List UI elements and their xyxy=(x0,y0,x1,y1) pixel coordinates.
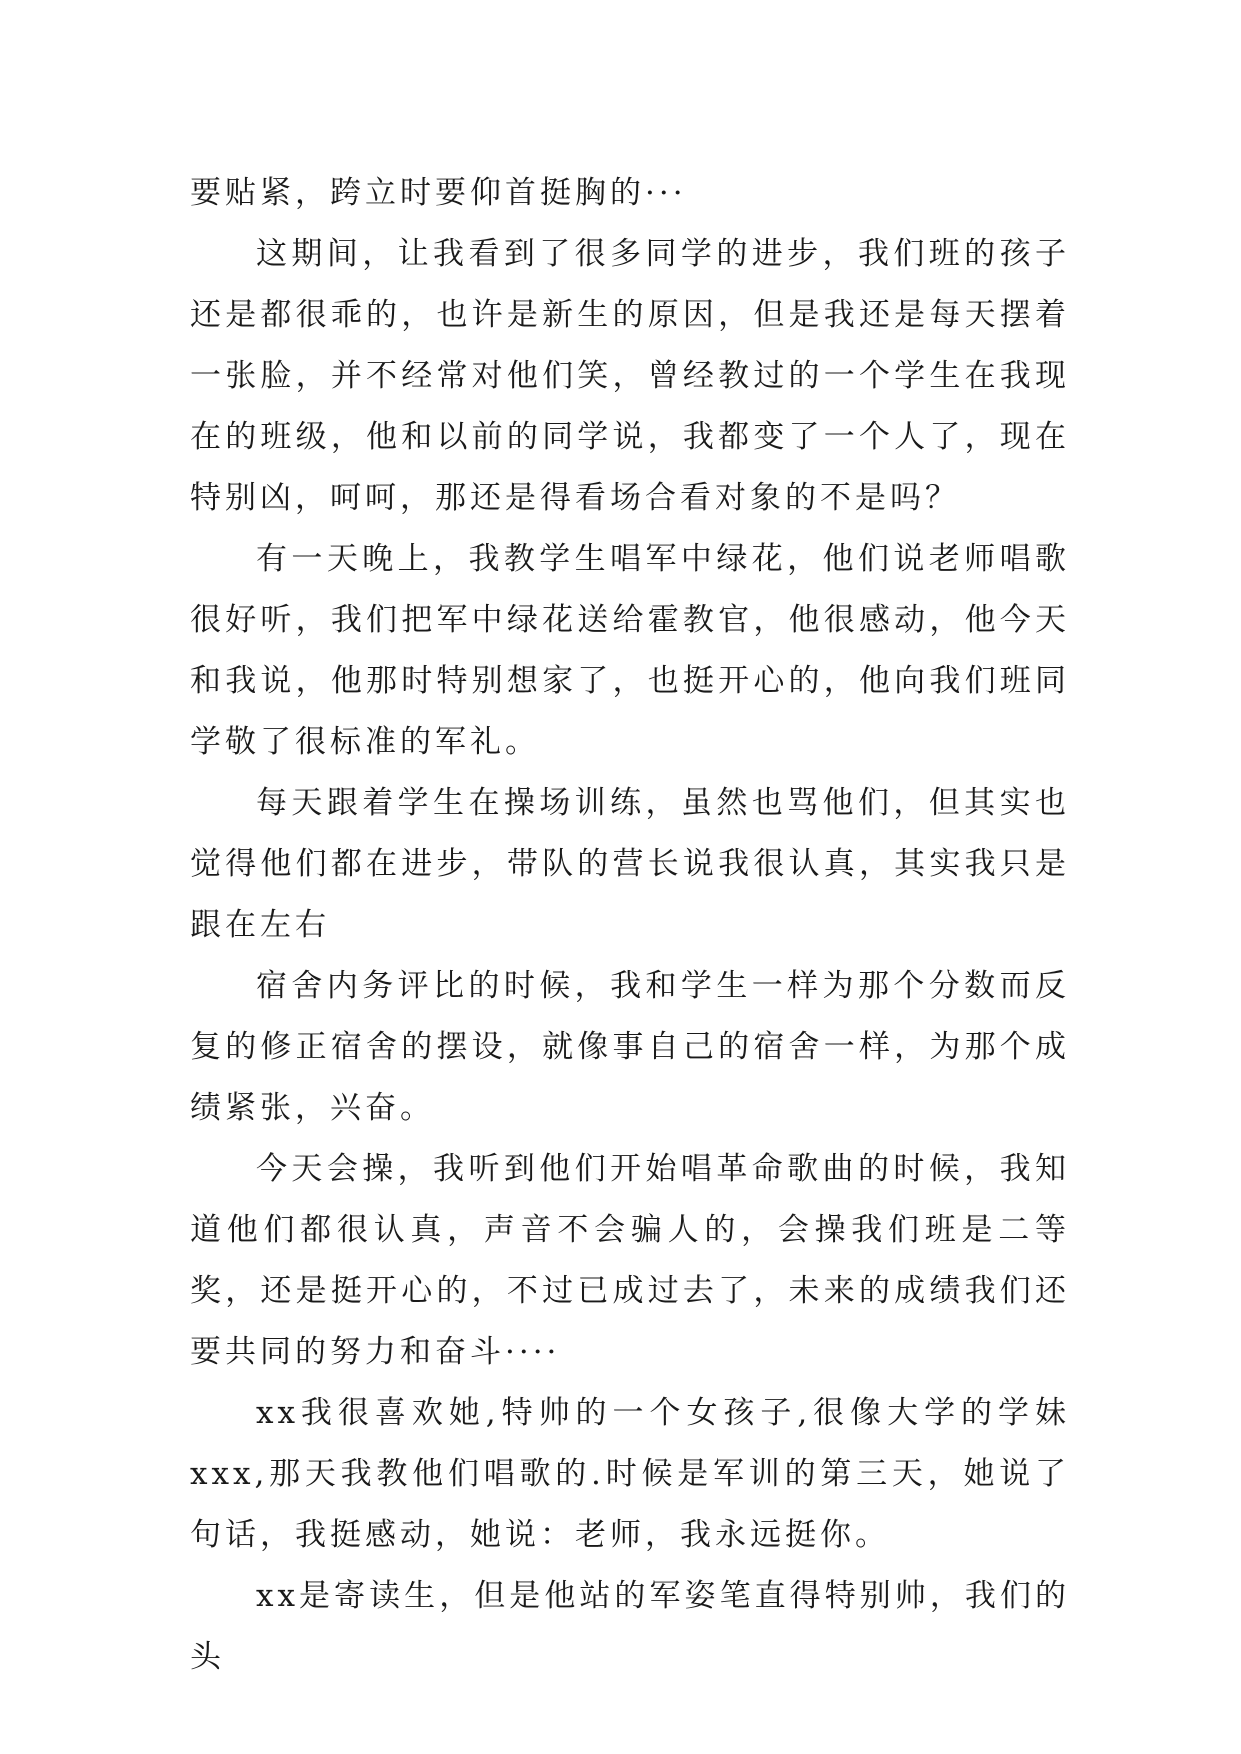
paragraph-3: 有一天晚上，我教学生唱军中绿花，他们说老师唱歌很好听，我们把军中绿花送给霍教官，他很感动，他今天和我说，他那时特别想家了，也挺开心的，他向我们班同学敬了很标准的军礼。 xyxy=(190,541,1070,760)
document-body xyxy=(190,163,1070,1688)
paragraph-8: xx是寄读生，但是他站的军姿笔直得特别帅，我们的头 xyxy=(190,1578,1070,1675)
paragraph-6: 今天会操，我听到他们开始唱革命歌曲的时候，我知道他们都很认真，声音不会骗人的，会操我们班是二等奖，还是挺开心的，不过已成过去了，未来的成绩我们还要共同的努力和奋斗···· xyxy=(190,1151,1070,1370)
paragraph-7: xx我很喜欢她,特帅的一个女孩子,很像大学的学妹xxx,那天我教他们唱歌的.时候是军训的第三天，她说了句话，我挺感动，她说：老师，我永远挺你。 xyxy=(190,1395,1070,1553)
paragraph-4: 每天跟着学生在操场训练，虽然也骂他们，但其实也觉得他们都在进步，带队的营长说我很认真，其实我只是跟在左右 xyxy=(190,785,1070,943)
paragraph-1: 要贴紧，跨立时要仰首挺胸的··· xyxy=(190,175,687,211)
paragraph-5: 宿舍内务评比的时候，我和学生一样为那个分数而反复的修正宿舍的摆设，就像事自己的宿舍一样，为那个成绩紧张，兴奋。 xyxy=(190,968,1070,1126)
paragraph-2: 这期间，让我看到了很多同学的进步，我们班的孩子还是都很乖的，也许是新生的原因，但是我还是每天摆着一张脸，并不经常对他们笑，曾经教过的一个学生在我现在的班级，他和以前的同学说，我都变了一个人了，现在特别凶，呵呵，那还是得看场合看对象的不是吗？ xyxy=(190,236,1070,516)
